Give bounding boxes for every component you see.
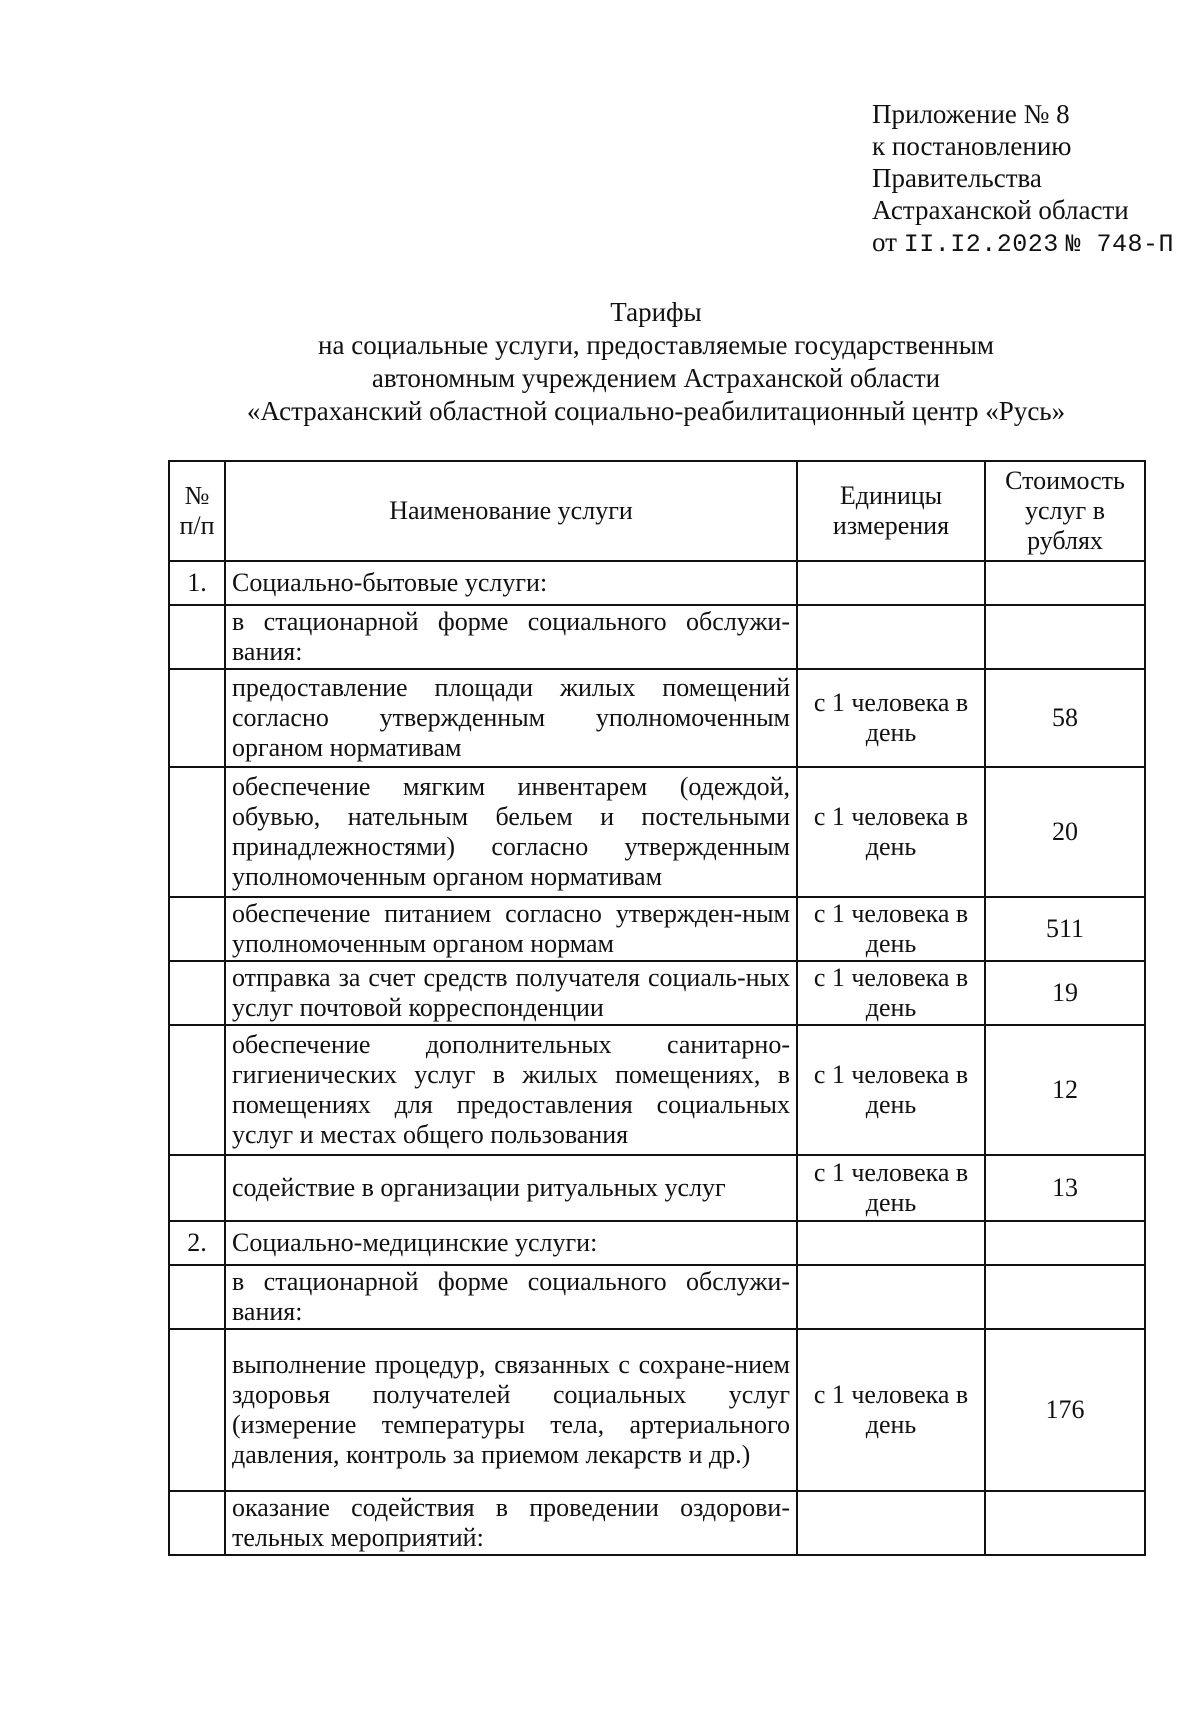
resolution-date: II.I2.2023 <box>903 230 1059 259</box>
row-cost: 511 <box>985 897 1145 961</box>
title-line-3: автономным учреждением Астраханской области <box>371 363 941 393</box>
table-row <box>169 1155 1145 1221</box>
document-title <box>0 296 1200 428</box>
row-service-name: выполнение процедур, связанных с сохране-нием здоровья получателей социальных услуг (измерение температуры тела, артериального давления, контроль за приемом лекарств и др.) <box>225 1329 797 1491</box>
row-unit: с 1 человека в день <box>797 897 985 961</box>
row-cost <box>985 605 1145 669</box>
table-row <box>169 1025 1145 1155</box>
row-unit: с 1 человека в день <box>797 767 985 897</box>
row-unit: с 1 человека в день <box>797 961 985 1025</box>
row-cost <box>985 1491 1145 1555</box>
row-cost: 13 <box>985 1155 1145 1221</box>
row-num <box>169 767 225 897</box>
row-cost: 176 <box>985 1329 1145 1491</box>
appendix-date-prefix: от <box>872 227 897 257</box>
row-cost <box>985 561 1145 605</box>
appendix-line-5 <box>872 226 1174 261</box>
row-service-name: содействие в организации ритуальных услуг <box>225 1155 797 1221</box>
table-row <box>169 561 1145 605</box>
row-unit <box>797 1221 985 1265</box>
table-row <box>169 767 1145 897</box>
tariffs-table <box>168 460 1146 1556</box>
row-cost <box>985 1265 1145 1329</box>
row-service-name: обеспечение питанием согласно утвержден-ным уполномоченным органом нормам <box>225 897 797 961</box>
table-row <box>169 1221 1145 1265</box>
row-service-name: Социально-медицинские услуги: <box>225 1221 797 1265</box>
row-num <box>169 1329 225 1491</box>
row-num <box>169 669 225 767</box>
row-service-name: оказание содействия в проведении оздорови-тельных мероприятий: <box>225 1491 797 1555</box>
row-unit <box>797 1491 985 1555</box>
appendix-line-2: к постановлению <box>872 131 1072 161</box>
row-unit: с 1 человека в день <box>797 669 985 767</box>
table-row <box>169 897 1145 961</box>
row-unit: с 1 человека в день <box>797 1025 985 1155</box>
row-unit <box>797 1265 985 1329</box>
table-header-row <box>169 461 1145 561</box>
row-service-name: в стационарной форме социального обслужи-вания: <box>225 1265 797 1329</box>
resolution-number: № 748-П <box>1065 230 1175 259</box>
row-num: 2. <box>169 1221 225 1265</box>
row-cost: 20 <box>985 767 1145 897</box>
row-num <box>169 961 225 1025</box>
appendix-line-3: Правительства <box>872 163 1042 193</box>
row-num: 1. <box>169 561 225 605</box>
row-service-name: отправка за счет средств получателя социаль-ных услуг почтовой корреспонденции <box>225 961 797 1025</box>
row-service-name: Социально-бытовые услуги: <box>225 561 797 605</box>
appendix-line-4: Астраханской области <box>872 195 1129 225</box>
appendix-header <box>872 98 1174 261</box>
appendix-line-1: Приложение № 8 <box>872 99 1070 129</box>
table-row <box>169 1491 1145 1555</box>
row-service-name: в стационарной форме социального обслужи-вания: <box>225 605 797 669</box>
row-num <box>169 1491 225 1555</box>
table-row <box>169 669 1145 767</box>
row-service-name: обеспечение мягким инвентарем (одеждой, обувью, нательным бельем и постельными принадлежностями) согласно утвержденным уполномоченным органом нормативам <box>225 767 797 897</box>
row-cost: 12 <box>985 1025 1145 1155</box>
row-num <box>169 897 225 961</box>
row-unit: с 1 человека в день <box>797 1329 985 1491</box>
row-cost <box>985 1221 1145 1265</box>
table-row <box>169 961 1145 1025</box>
row-cost: 58 <box>985 669 1145 767</box>
row-unit <box>797 561 985 605</box>
title-line-4: «Астраханский областной социально-реабилитационный центр «Русь» <box>246 396 1066 426</box>
header-cost: Стоимость услуг в рублях <box>985 461 1145 561</box>
header-unit: Единицы измерения <box>797 461 985 561</box>
row-num <box>169 1025 225 1155</box>
title-line-2: на социальные услуги, предоставляемые государственным <box>318 330 994 360</box>
row-unit: с 1 человека в день <box>797 1155 985 1221</box>
table-row <box>169 1329 1145 1491</box>
row-num <box>169 1155 225 1221</box>
row-service-name: обеспечение дополнительных санитарно-гигиенических услуг в жилых помещениях, в помещениях для предоставления социальных услуг и местах общего пользования <box>225 1025 797 1155</box>
header-num: № п/п <box>169 461 225 561</box>
title-line-1: Тарифы <box>610 297 702 327</box>
header-name: Наименование услуги <box>225 461 797 561</box>
row-num <box>169 1265 225 1329</box>
table-row <box>169 605 1145 669</box>
row-cost: 19 <box>985 961 1145 1025</box>
row-service-name: предоставление площади жилых помещений согласно утвержденным уполномоченным органом нормативам <box>225 669 797 767</box>
row-num <box>169 605 225 669</box>
row-unit <box>797 605 985 669</box>
table-row <box>169 1265 1145 1329</box>
